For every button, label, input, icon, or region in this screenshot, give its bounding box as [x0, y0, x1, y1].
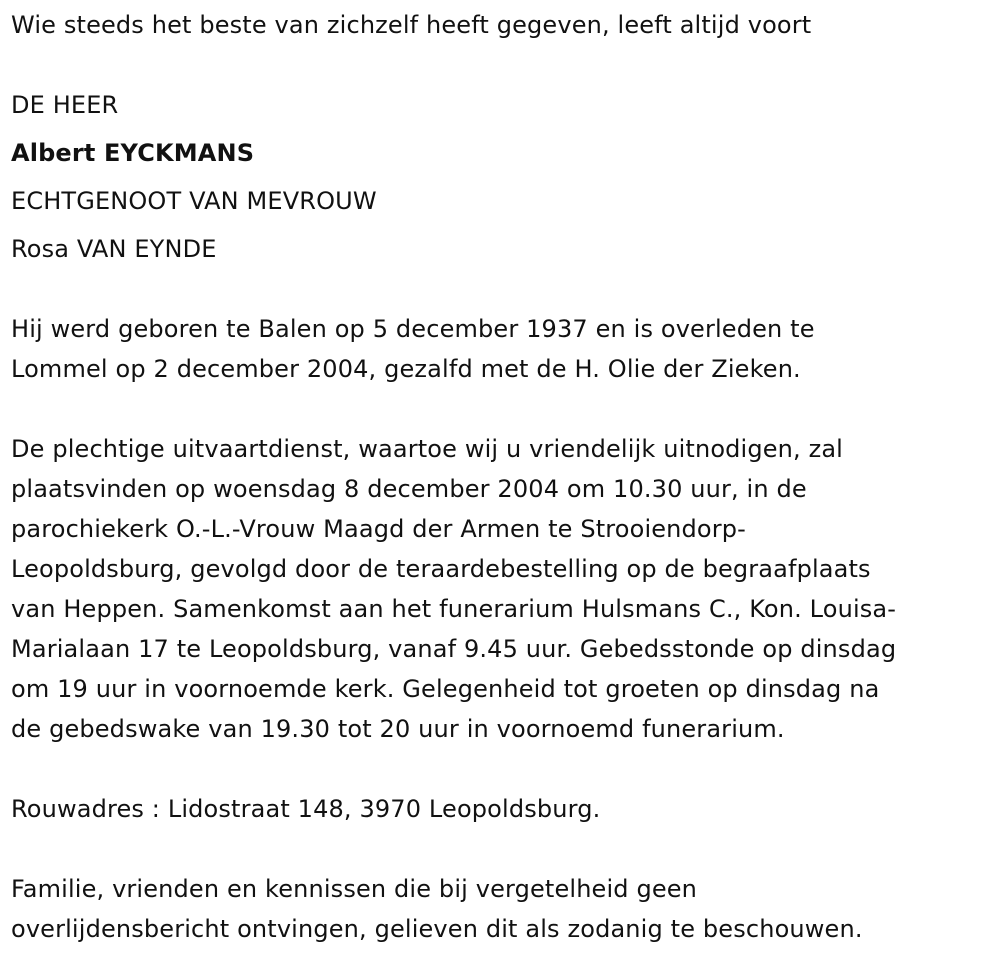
paragraph-line: Lommel op 2 december 2004, gezalfd met de H. Olie der Zieken.: [11, 355, 801, 383]
deceased-name: Albert EYCKMANS: [11, 139, 255, 167]
title: DE HEER: [11, 91, 119, 119]
paragraph-line: de gebedswake van 19.30 tot 20 uur in voornoemd funerarium.: [11, 715, 785, 743]
paragraph-line: overlijdensbericht ontvingen, gelieven dit als zodanig te beschouwen.: [11, 915, 863, 943]
paragraph-line: Marialaan 17 te Leopoldsburg, vanaf 9.45 uur. Gebedsstonde op dinsdag: [11, 635, 897, 663]
paragraph-line: Hij werd geboren te Balen op 5 december 1937 en is overleden te: [11, 315, 815, 343]
mourning-address: Rouwadres : Lidostraat 148, 3970 Leopoldsburg.: [11, 795, 601, 823]
motto: Wie steeds het beste van zichzelf heeft gegeven, leeft altijd voort: [11, 11, 812, 39]
paragraph-line: plaatsvinden op woensdag 8 december 2004 om 10.30 uur, in de: [11, 475, 807, 503]
spouse-name: Rosa VAN EYNDE: [11, 235, 217, 263]
paragraph-line: om 19 uur in voornoemde kerk. Gelegenheid tot groeten op dinsdag na: [11, 675, 880, 703]
paragraph-line: De plechtige uitvaartdienst, waartoe wij u vriendelijk uitnodigen, zal: [11, 435, 843, 463]
relation: ECHTGENOOT VAN MEVROUW: [11, 187, 377, 215]
paragraph-line: van Heppen. Samenkomst aan het funerarium Hulsmans C., Kon. Louisa-: [11, 595, 897, 623]
paragraph-line: Familie, vrienden en kennissen die bij vergetelheid geen: [11, 875, 698, 903]
paragraph-line: Leopoldsburg, gevolgd door de teraardebestelling op de begraafplaats: [11, 555, 871, 583]
paragraph-line: parochiekerk O.-L.-Vrouw Maagd der Armen te Strooiendorp-: [11, 515, 746, 543]
